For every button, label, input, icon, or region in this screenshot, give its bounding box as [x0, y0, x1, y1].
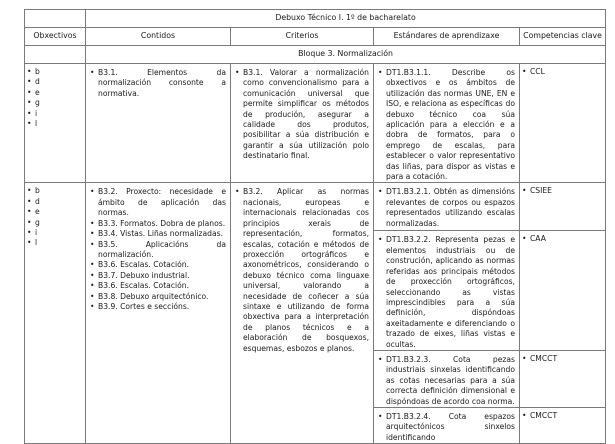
contido-item: • B3.3. Formatos. Dobra de planos.	[90, 218, 226, 228]
competencia-item: • CSIEE	[522, 186, 552, 196]
estandar-cell-2-3	[374, 350, 520, 407]
bullet-icon: •	[378, 187, 383, 197]
bullet-icon: •	[27, 87, 32, 97]
bloque-title: Bloque 3. Normalización	[86, 46, 606, 64]
bullet-icon: •	[27, 228, 32, 238]
obxectivos-cell-2	[25, 183, 86, 444]
curriculum-table	[24, 9, 606, 444]
content-row-1	[25, 64, 606, 183]
bloque-row	[25, 46, 606, 64]
obxectivo-item: • e	[27, 87, 40, 97]
bullet-icon: •	[235, 68, 240, 77]
column-header-estandares: Estándares de aprendizaxe	[374, 28, 520, 46]
content-row-2	[25, 183, 606, 231]
estandar-item: • DT1.B3.2.4. Cota espazos arquitectónicos sinxelos identificando	[378, 411, 515, 442]
contido-item: • B3.7. Debuxo industrial.	[90, 270, 190, 280]
column-header-row	[25, 28, 606, 46]
bullet-icon: •	[27, 238, 32, 248]
competencia-cell-2-4	[520, 407, 606, 443]
criterio-item: • B3.1. Valorar a normalización como convencionalismo para a comunicación universal que permite simplificar os métodos de produción, asegurar a calidade dos produtos, posibilitar a súa distribución e garantir a súa utilización polo destinatario final.	[235, 68, 369, 161]
bullet-icon: •	[378, 354, 383, 364]
obxectivos-cell-1	[25, 64, 86, 183]
estandar-cell-2-2	[374, 231, 520, 350]
competencia-item: • CMCCT	[522, 410, 558, 420]
contido-item: • B3.5. Aplicacións da normalización.	[90, 239, 226, 259]
bullet-icon: •	[522, 186, 527, 196]
bullet-icon: •	[90, 301, 95, 311]
obxectivo-item: • b	[27, 67, 40, 76]
estandar-item: • DT1.B3.2.2. Representa pezas e elementos industriais ou de construción, aplicando as normas referidas aos principais métodos de proxección ortográficos, seleccionando as vistas imprescindibles para a súa definición, dispóndoas axeitadamente e diferenciando o trazado de eixes, liñas vistas e ocultas.	[378, 235, 515, 349]
obxectivo-item: • b	[27, 186, 40, 196]
contido-item: • B3.1. Elementos da normalización consonte a normativa.	[90, 68, 226, 98]
bullet-icon: •	[90, 291, 95, 301]
bullet-icon: •	[90, 68, 95, 77]
obxectivo-item: • d	[27, 77, 40, 87]
obxectivo-item: • i	[27, 228, 38, 238]
column-header-contidos: Contidos	[86, 28, 231, 46]
estandar-cell-2-4	[374, 407, 520, 443]
estandar-item: • DT1.B3.2.1. Obtén as dimensións relevantes de corpos ou espazos representados utilizando escalas normalizadas.	[378, 187, 515, 228]
bullet-icon: •	[27, 186, 32, 196]
estandar-cell-1-1	[374, 64, 520, 183]
estandar-item: • DT1.B3.1.1. Describe os obxectivos e os ámbitos de utilización das normas UNE, EN e ISO, e relaciona as específicas do debuxo técnico coa súa aplicación para a elección e a dobra de formatos, para o emprego de escalas, para establecer o valor representativo das liñas, para dispor as vistas e para a cotación.	[378, 68, 515, 182]
bullet-icon: •	[90, 270, 95, 280]
bullet-icon: •	[90, 281, 95, 291]
bullet-icon: •	[27, 98, 32, 108]
bullet-icon: •	[27, 77, 32, 87]
contidos-cell-1	[86, 64, 231, 183]
criterios-cell-2	[231, 183, 374, 444]
bullet-icon: •	[378, 411, 383, 421]
bullet-icon: •	[90, 187, 95, 197]
curriculum-document	[24, 9, 606, 444]
bullet-icon: •	[90, 218, 95, 228]
obxectivo-item: • e	[27, 207, 40, 217]
obxectivo-item: • g	[27, 217, 40, 227]
contido-item: • B3.4. Vistas. Liñas normalizadas.	[90, 229, 223, 239]
bullet-icon: •	[27, 207, 32, 217]
competencia-item: • CAA	[522, 234, 546, 244]
bullet-icon: •	[27, 196, 32, 206]
bullet-icon: •	[90, 260, 95, 270]
obxectivo-item: • i	[27, 108, 38, 118]
competencia-cell-2-2	[520, 231, 606, 350]
column-header-criterios: Criterios	[231, 28, 374, 46]
criterio-item: • B3.2. Aplicar as normas nacionais, europeas e internacionais relacionadas cos principios xerais de representación, formatos, escalas, cotación e métodos de proxección ortográficos e axonométricos, considerando o debuxo técnico coma linguaxe universal, valorando a necesidade de coñecer a súa sintaxe e utilizando de forma obxectiva para a interpretación de planos técnicos e a elaboración de bosquexos, esquemas, esbozos e planos.	[235, 187, 369, 353]
title-row	[25, 10, 606, 28]
title-corner-cell	[25, 10, 86, 28]
column-header-obxectivos: Obxectivos	[25, 28, 86, 46]
bullet-icon: •	[27, 108, 32, 118]
contido-item: • B3.9. Cortes e seccións.	[90, 301, 190, 311]
competencia-cell-2-3	[520, 350, 606, 407]
column-header-competencias: Competencias clave	[520, 28, 606, 46]
contido-item: • B3.8. Debuxo arquitectónico.	[90, 291, 209, 301]
criterios-cell-1	[231, 64, 374, 183]
obxectivo-item: • l	[27, 118, 38, 128]
bullet-icon: •	[522, 410, 527, 420]
contidos-cell-2	[86, 183, 231, 444]
competencia-item: • CMCCT	[522, 353, 558, 363]
competencia-cell-1-1	[520, 64, 606, 183]
bullet-icon: •	[90, 239, 95, 249]
bloque-corner-cell	[25, 46, 86, 64]
document-title: Debuxo Técnico I. 1º de bacharelato	[86, 10, 606, 28]
bullet-icon: •	[90, 229, 95, 239]
obxectivo-item: • d	[27, 196, 40, 206]
contido-item: • B3.2. Proxecto: necesidade e ámbito de aplicación das normas.	[90, 187, 226, 218]
contido-item: • B3.6. Escalas. Cotación.	[90, 260, 189, 270]
competencia-item: • CCL	[522, 67, 545, 76]
bullet-icon: •	[378, 68, 383, 77]
bullet-icon: •	[27, 67, 32, 76]
bullet-icon: •	[378, 235, 383, 245]
bullet-icon: •	[522, 234, 527, 244]
bullet-icon: •	[522, 67, 527, 76]
obxectivo-item: • g	[27, 98, 40, 108]
bullet-icon: •	[522, 353, 527, 363]
estandar-cell-2-1	[374, 183, 520, 231]
bullet-icon: •	[27, 118, 32, 128]
estandar-item: • DT1.B3.2.3. Cota pezas industriais sinxelas identificando as cotas necesarias para a súa correcta definición dimensional e dispóndoas de acordo coa norma.	[378, 354, 515, 406]
bullet-icon: •	[27, 217, 32, 227]
bullet-icon: •	[235, 187, 240, 197]
obxectivo-item: • l	[27, 238, 38, 248]
competencia-cell-2-1	[520, 183, 606, 231]
contido-item: • B3.6. Escalas. Cotación.	[90, 281, 189, 291]
